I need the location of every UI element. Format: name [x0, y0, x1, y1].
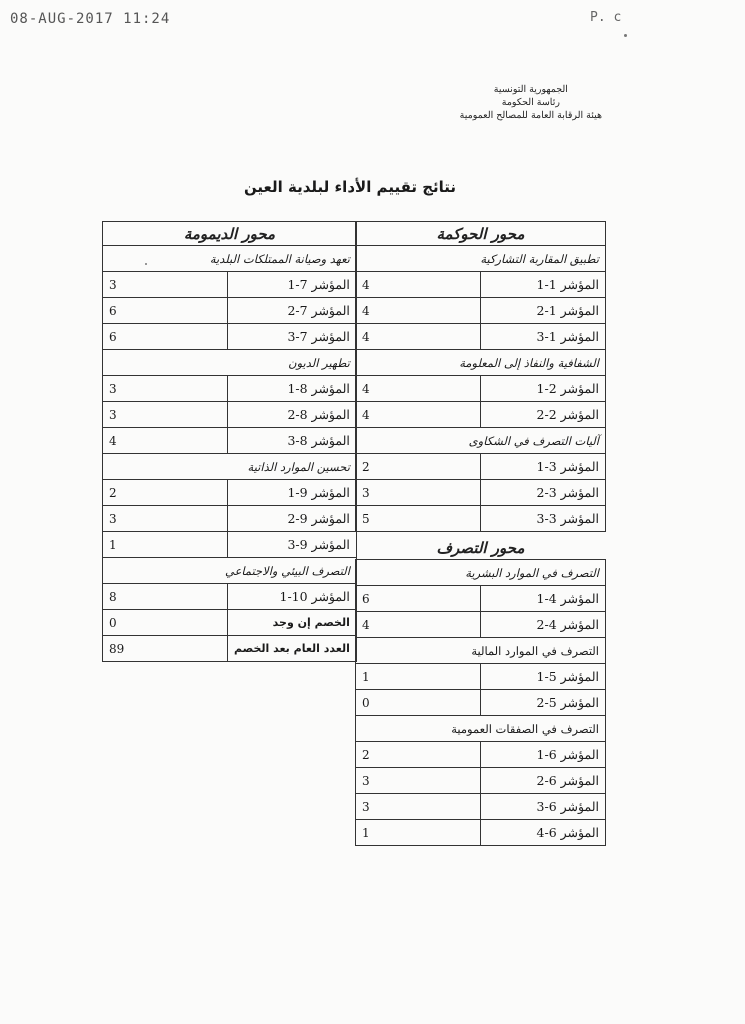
table-row: [356, 586, 606, 612]
table-row: [356, 376, 606, 402]
indicator-label: المؤشر 1-1: [481, 272, 606, 298]
section-title: آليات التصرف في الشكاوى: [356, 428, 606, 454]
letterhead: [460, 83, 602, 122]
indicator-label: المؤشر 4-1: [481, 586, 606, 612]
axis-row: [103, 222, 357, 246]
deduction-row: [103, 610, 357, 636]
table-row: [103, 480, 357, 506]
indicator-value: 2: [103, 480, 228, 506]
indicator-label: المؤشر 6-2: [481, 768, 606, 794]
indicator-value: 4: [356, 298, 481, 324]
section-title: تعهد وصيانة الممتلكات البلدية: [103, 246, 357, 272]
scan-speck: [624, 34, 627, 37]
management-axis-heading: محور التصرف: [436, 538, 525, 557]
indicator-value: 6: [103, 298, 228, 324]
section-row: [356, 350, 606, 376]
indicator-label: المؤشر 8-3: [228, 428, 357, 454]
indicator-value: 3: [103, 376, 228, 402]
fax-page-mark: P. c: [590, 10, 622, 25]
section-row: [356, 246, 606, 272]
indicator-label: المؤشر 9-1: [228, 480, 357, 506]
indicator-label: المؤشر 5-2: [481, 690, 606, 716]
section-row: [103, 558, 357, 584]
indicator-label: المؤشر 5-1: [481, 664, 606, 690]
table-row: [356, 454, 606, 480]
indicator-value: 0: [356, 690, 481, 716]
section-title: الشفافية والنفاذ إلى المعلومة: [356, 350, 606, 376]
section-row: [103, 246, 357, 272]
indicator-value: 3: [356, 768, 481, 794]
indicator-value: 3: [103, 402, 228, 428]
indicator-value: 4: [356, 612, 481, 638]
indicator-label: المؤشر 3-1: [481, 454, 606, 480]
indicator-value: 3: [103, 506, 228, 532]
table-row: [103, 532, 357, 558]
governance-management-table: [355, 221, 606, 846]
section-row: [356, 716, 606, 742]
section-row: [356, 638, 606, 664]
table-row: [103, 402, 357, 428]
table-row: [356, 272, 606, 298]
section-title: تطهير الديون: [103, 350, 357, 376]
total-score-label: العدد العام بعد الخصم: [228, 636, 357, 662]
indicator-label: المؤشر 4-2: [481, 612, 606, 638]
indicator-label: المؤشر 10-1: [228, 584, 357, 610]
letterhead-presidency: رئاسة الحكومة: [501, 97, 560, 108]
indicator-value: 1: [356, 664, 481, 690]
table-row: [103, 272, 357, 298]
section-title: التصرف في الموارد البشرية: [356, 560, 606, 586]
indicator-label: المؤشر 6-4: [481, 820, 606, 846]
indicator-label: المؤشر 9-3: [228, 532, 357, 558]
table-row: [356, 402, 606, 428]
indicator-value: 3: [356, 480, 481, 506]
page-title: نتائج تقييم الأداء لبلدية العين: [243, 178, 457, 196]
indicator-label: المؤشر 3-2: [481, 480, 606, 506]
indicator-value: 4: [356, 402, 481, 428]
indicator-label: المؤشر 2-1: [481, 376, 606, 402]
indicator-value: 2: [356, 742, 481, 768]
indicator-value: 1: [103, 532, 228, 558]
table-row: [103, 428, 357, 454]
indicator-value: 6: [356, 586, 481, 612]
indicator-label: المؤشر 6-3: [481, 794, 606, 820]
indicator-label: المؤشر 7-1: [228, 272, 357, 298]
axis-row: [356, 532, 606, 560]
governance-axis-heading: محور الحوكمة: [356, 222, 606, 246]
table-row: [356, 298, 606, 324]
indicator-value: 8: [103, 584, 228, 610]
table-row: [356, 820, 606, 846]
indicator-value: 3: [103, 272, 228, 298]
indicator-value: 4: [356, 272, 481, 298]
deduction-label: الخصم إن وجد: [228, 610, 357, 636]
table-row: [103, 298, 357, 324]
indicator-label: المؤشر 8-2: [228, 402, 357, 428]
table-row: [103, 584, 357, 610]
section-row: [103, 350, 357, 376]
axis-row: [356, 222, 606, 246]
table-row: [356, 506, 606, 532]
table-row: [356, 480, 606, 506]
table-row: [356, 690, 606, 716]
table-row: [356, 324, 606, 350]
table-row: [356, 664, 606, 690]
indicator-label: المؤشر 9-2: [228, 506, 357, 532]
section-title: التصرف البيئي والاجتماعي: [103, 558, 357, 584]
section-row: [103, 454, 357, 480]
letterhead-authority: هيئة الرقابة العامة للمصالح العمومية: [459, 110, 602, 121]
indicator-label: المؤشر 1-3: [481, 324, 606, 350]
indicator-value: 4: [103, 428, 228, 454]
section-title: تطبيق المقاربة التشاركية: [356, 246, 606, 272]
indicator-label: المؤشر 8-1: [228, 376, 357, 402]
deduction-value: 0: [103, 610, 228, 636]
fax-timestamp: 08-AUG-2017 11:24: [10, 11, 171, 27]
section-title: التصرف في الموارد المالية: [356, 638, 606, 664]
sustainability-table: [102, 221, 357, 662]
indicator-value: 1: [356, 820, 481, 846]
letterhead-country: الجمهورية التونسية: [493, 84, 568, 95]
table-row: [356, 612, 606, 638]
indicator-label: المؤشر 7-2: [228, 298, 357, 324]
indicator-value: 4: [356, 324, 481, 350]
table-row: [356, 742, 606, 768]
indicator-label: المؤشر 6-1: [481, 742, 606, 768]
section-title: التصرف في الصفقات العمومية: [356, 716, 606, 742]
indicator-value: 3: [356, 794, 481, 820]
section-row: [356, 560, 606, 586]
table-row: [103, 506, 357, 532]
total-row: [103, 636, 357, 662]
table-row: [103, 324, 357, 350]
indicator-label: المؤشر 2-2: [481, 402, 606, 428]
total-score-value: 89: [103, 636, 228, 662]
indicator-value: 2: [356, 454, 481, 480]
table-row: [103, 376, 357, 402]
indicator-value: 6: [103, 324, 228, 350]
table-row: [356, 768, 606, 794]
indicator-value: 4: [356, 376, 481, 402]
table-row: [356, 794, 606, 820]
indicator-value: 5: [356, 506, 481, 532]
indicator-label: المؤشر 3-3: [481, 506, 606, 532]
section-row: [356, 428, 606, 454]
indicator-label: المؤشر 1-2: [481, 298, 606, 324]
section-title: تحسين الموارد الذاتية: [103, 454, 357, 480]
sustainability-axis-heading: محور الديمومة: [103, 222, 357, 246]
indicator-label: المؤشر 7-3: [228, 324, 357, 350]
